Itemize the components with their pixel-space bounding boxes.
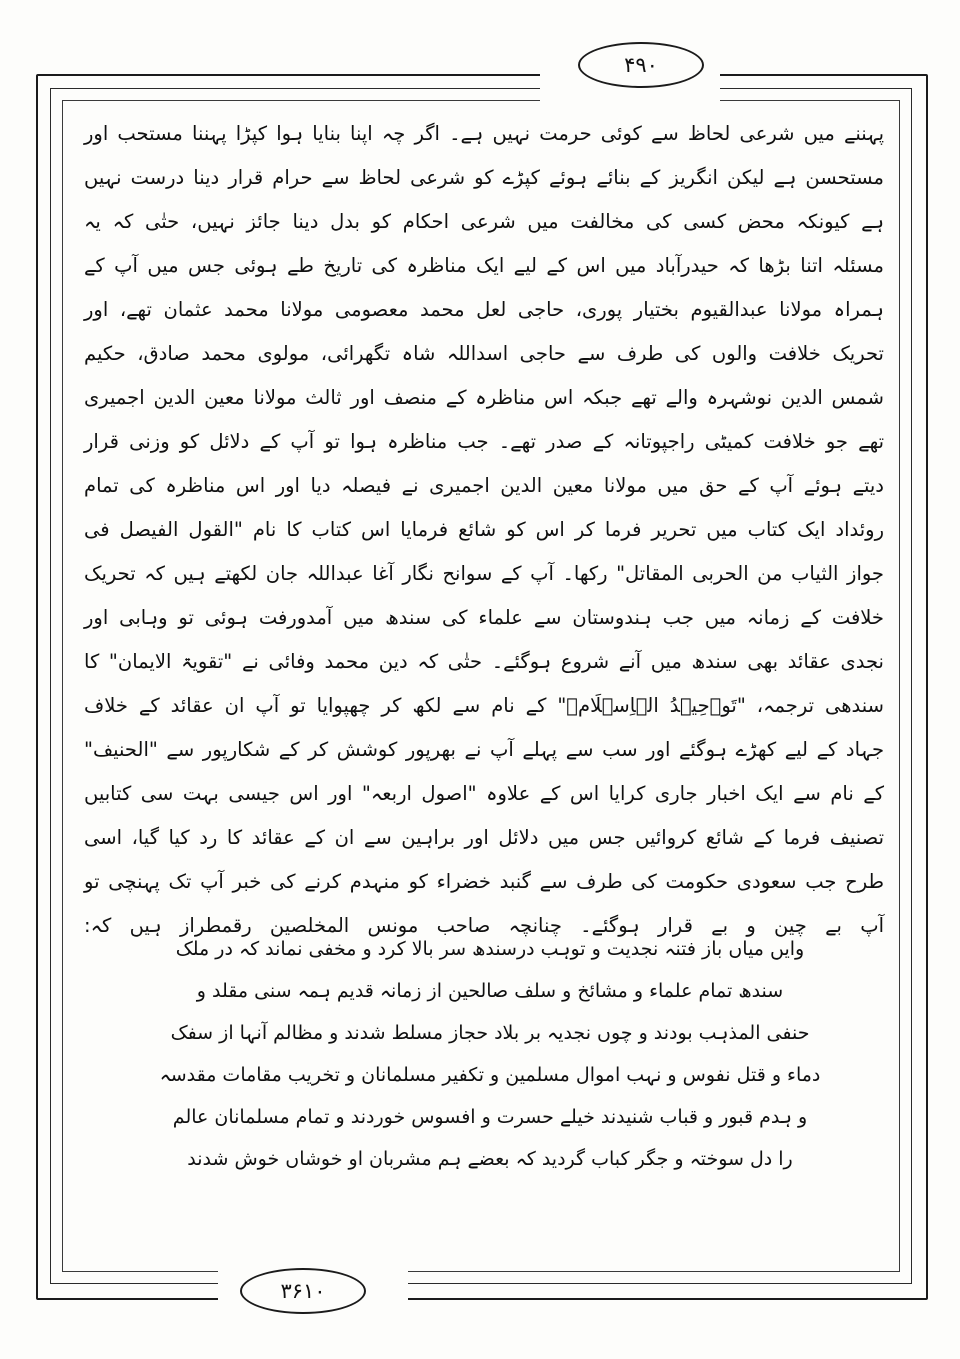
persian-line: دماء و قتل نفوس و نہب اموال مسلمین و تکفیر مسلمانان و تخریب مقامات مقدسہ	[159, 1064, 821, 1086]
body-paragraph: پہننے میں شرعی لحاظ سے کوئی حرمت نہیں ہے۔ اگر چہ اپنا بنایا ہوا کپڑا پہننا مستحب اور مستحسن ہے لیکن انگریز کے بنائے ہوئے کپڑے کو شرعی لحاظ سے حرام قرار دینا درست نہیں ہے کیونکہ محض کسی کی مخالفت میں شرعی احکام کو بدل دینا جائز نہیں، حتٰی کہ یہ مسئلہ اتنا بڑھا کہ حیدرآباد میں اس کے لیے ایک مناظرہ کی تاریخ طے ہوئی جس میں آپ کے ہمراہ مولانا عبدالقیوم بختیار پوری، حاجی لعل محمد معصومی مولانا محمد عثمان تھے، اور تحریک خلافت والوں کی طرف سے حاجی اسداللہ شاہ تگھرائی، مولوی محمد صادق، حکیم شمس الدین نوشہرہ والے تھے جبکہ اس مناظرہ کے منصف اور ثالث مولانا معین الدین اجمیری تھے جو خلافت کمیٹی راجپوتانہ کے صدر تھے۔ جب مناظرہ ہوا تو آپ کے دلائل کو وزنی قرار دیتے ہوئے آپ کے حق میں مولانا معین الدین اجمیری نے فیصلہ دیا اور اس مناظرہ کی تمام روئداد ایک کتاب میں تحریر فرما کر اس کو شائع فرمایا اس کتاب کا نام "القول الفیصل فی جواز الثیاب من الحربی المقاتل" رکھا۔ آپ کے سوانح نگار آغا عبداللہ جان لکھتے ہیں کہ تحریک خلافت کے زمانہ میں جب ہندوستان سے علماء کی سندھ میں آمدورفت ہوئی تو وہابی اور نجدی عقائد بھی سندھ میں آنے شروع ہوگئے۔ حتٰی کہ دین محمد وفائی نے "تقویۃ الایمان" کا سندھی ترجمہ، "تَوۡحِیۡدُ الۡاِسۡلَامۡ" کے نام سے لکھ کر چھپوایا تو آپ ان عقائد کے خلاف جہاد کے لیے کھڑے ہوگئے اور سب سے پہلے آپ نے بھرپور کوشش کر کے شکارپور سے "الحنیف" کے نام سے ایک اخبار جاری کرایا اس کے علاوہ "اصول اربعہ" اور اس جیسی بہت سی کتابیں تصنیف فرما کے شائع کروائیں جس میں دلائل اور براہین سے ان کے عقائد کا رد کیا گیا، اسی طرح جب سعودی حکومت کی طرف سے گنبد خضراء کو منہدم کرنے کی خبر آپ تک پہنچی تو آپ بے چین و بے قرار ہوگئے۔ چنانچہ صاحب مونس المخلصین رقمطراز ہیں کہ:	[84, 122, 884, 937]
page-number-bottom: ۳۶۱۰	[240, 1268, 366, 1314]
persian-line: وایں میاں باز فتنہ نجدیت و توہب درسندھ سر بالا کرد و مخفی نماند کہ در ملک	[175, 938, 805, 960]
persian-line: سندھ تمام علماء و مشائخ و سلف صالحین از زمانہ قدیم ہمہ سنی مقلد و	[196, 980, 784, 1002]
persian-line: حنفی المذہب بودند و چوں نجدیہ بر بلاد حجاز مسلط شدند و مظالم آنہا از سفک	[170, 1022, 810, 1044]
body-text-block	[84, 112, 884, 950]
persian-quotation-block	[150, 928, 830, 1180]
page-number-top: ۴۹۰	[578, 42, 704, 88]
persian-line: و ہدم قبور و قباب شنیدند خیلے حسرت و افسوس خوردند و تمام مسلمانان عالم	[172, 1106, 808, 1128]
persian-line: را دل سوختہ و جگر کباب گردید کہ بعضے ہم مشربان او خوشاں خوش شدند	[187, 1148, 793, 1170]
